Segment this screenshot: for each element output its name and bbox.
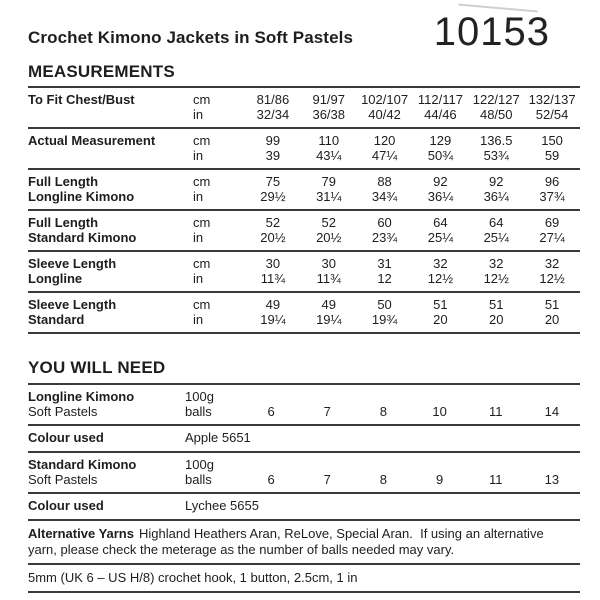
value-cm: 120 (373, 133, 396, 148)
unit-cm: cm (193, 133, 211, 148)
table-row (28, 170, 580, 211)
alternative-yarns-row (28, 521, 580, 565)
ball-count: 11 (488, 472, 503, 487)
value-in: 12½ (539, 271, 565, 286)
value-cm: 81/86 (256, 92, 290, 107)
unit-in: in (193, 312, 204, 327)
value-cell (412, 297, 468, 327)
unit-cell (193, 297, 245, 327)
value-in: 47¼ (371, 148, 398, 163)
value-cm: 132/137 (528, 92, 576, 107)
garment-name: Longline Kimono (28, 389, 135, 404)
page-title: Crochet Kimono Jackets in Soft Pastels (28, 28, 353, 47)
value-cm: 122/127 (472, 92, 520, 107)
row-label-line2: Longline Kimono (28, 189, 135, 204)
value-cm: 51 (544, 297, 560, 312)
row-label (28, 133, 193, 163)
value-cm: 110 (318, 133, 340, 148)
unit-in: in (193, 189, 204, 204)
value-in: 43¼ (316, 148, 342, 163)
ball-count: 10 (432, 404, 447, 419)
value-cell (357, 215, 413, 245)
value-cell (357, 256, 413, 286)
unit-cm: cm (193, 215, 211, 230)
value-in: 27¼ (539, 230, 565, 245)
colour-value: Lychee 5655 (185, 498, 259, 513)
value-in: 20 (544, 312, 560, 327)
value-in: 19¼ (316, 312, 342, 327)
value-in: 44/46 (424, 107, 457, 122)
ball-count: 8 (379, 472, 388, 487)
value-cell (301, 92, 357, 122)
value-cell (468, 215, 524, 245)
yarn-name: Soft Pastels (28, 404, 98, 419)
value-cell (468, 174, 524, 204)
value-cm: 49 (265, 297, 281, 312)
value-in: 53¾ (483, 148, 509, 163)
row-label-line2: Longline (28, 271, 83, 286)
ball-count: 6 (267, 404, 275, 419)
table-row (28, 211, 580, 252)
row-label-line1: Full Length (28, 215, 99, 230)
value-cell (524, 92, 580, 122)
value-cm: 32 (489, 256, 504, 271)
value-cell (412, 133, 468, 163)
row-label (28, 297, 193, 327)
value-in: 50¾ (427, 148, 454, 163)
value-cell (524, 297, 580, 327)
value-cm: 64 (489, 215, 504, 230)
table-row (28, 252, 580, 293)
value-in: 19¼ (260, 312, 286, 327)
value-cm: 92 (433, 174, 448, 189)
you-will-need-heading: YOU WILL NEED (28, 358, 580, 385)
ball-count: 11 (488, 404, 503, 419)
colour-value: Apple 5651 (185, 430, 251, 445)
value-cm: 112/117 (417, 92, 463, 107)
value-cell (301, 215, 357, 245)
value-cm: 50 (377, 297, 392, 312)
value-cell (524, 215, 580, 245)
unit-in: in (193, 148, 204, 163)
unit-cm: cm (193, 297, 211, 312)
colour-used-label: Colour used (28, 430, 104, 445)
unit-cell (193, 174, 245, 204)
unit-cell (193, 256, 245, 286)
value-cm: 92 (489, 174, 504, 189)
value-cell (412, 215, 468, 245)
unit-cm: cm (193, 256, 211, 271)
unit-in: in (193, 107, 204, 122)
colour-row (28, 494, 580, 521)
value-cell (245, 174, 301, 204)
value-in: 11¾ (316, 271, 341, 286)
value-cm: 102/107 (361, 92, 409, 107)
row-label-line2: Standard (28, 312, 85, 327)
yarn-row (28, 385, 580, 426)
hook-note-text: 5mm (UK 6 – US H/8) crochet hook, 1 button, 2.5cm, 1 in (28, 570, 358, 585)
row-label (28, 92, 193, 122)
value-cell (245, 215, 301, 245)
value-in: 25¼ (483, 230, 509, 245)
alternative-yarns-text: Highland Heathers Aran, ReLove, Special Aran. If using an alternative yarn, please check the meterage as the number of balls needed may vary. (28, 526, 548, 557)
hook-note-row (28, 565, 580, 593)
value-in: 29½ (260, 189, 286, 204)
page-header (28, 12, 580, 52)
colour-row (28, 426, 580, 453)
value-cell (245, 92, 301, 122)
value-in: 20½ (260, 230, 286, 245)
row-label (28, 174, 193, 204)
value-cm: 64 (433, 215, 448, 230)
row-label (28, 215, 193, 245)
value-cell (301, 174, 357, 204)
value-cell (412, 92, 468, 122)
row-label (28, 256, 193, 286)
measurements-table (28, 86, 580, 334)
value-cell (412, 174, 468, 204)
value-cm: 129 (429, 133, 452, 148)
yarn-name: Soft Pastels (28, 472, 98, 487)
value-cm: 52 (321, 215, 336, 230)
table-row (28, 293, 580, 334)
yarn-label (28, 389, 185, 419)
ball-size-label: 100g balls (185, 457, 214, 487)
value-cell (357, 92, 413, 122)
value-cm: 75 (265, 174, 281, 189)
unit-cell (193, 92, 245, 122)
value-cell (245, 297, 301, 327)
value-cell (468, 92, 524, 122)
value-cm: 91/97 (312, 92, 346, 107)
ball-count: 13 (544, 472, 560, 487)
row-label-line1: Sleeve Length (28, 297, 117, 312)
you-will-need-table (28, 385, 580, 593)
unit-in: in (193, 271, 204, 286)
value-in: 12½ (483, 271, 509, 286)
value-in: 12 (377, 271, 392, 286)
value-cm: 51 (433, 297, 448, 312)
value-in: 52/54 (535, 107, 569, 122)
value-cm: 30 (321, 256, 336, 271)
value-cm: 32 (544, 256, 560, 271)
value-cm: 32 (433, 256, 448, 271)
value-cell (524, 133, 580, 163)
value-cell (468, 133, 524, 163)
value-in: 32/34 (256, 107, 290, 122)
value-cm: 60 (377, 215, 392, 230)
measurements-heading: MEASUREMENTS (28, 62, 175, 81)
value-cell (412, 256, 468, 286)
value-cm: 30 (265, 256, 281, 271)
unit-in: in (193, 230, 204, 245)
garment-name: Standard Kimono (28, 457, 137, 472)
value-in: 31¼ (316, 189, 342, 204)
value-cell (524, 256, 580, 286)
value-cm: 88 (377, 174, 392, 189)
row-label-line1: Sleeve Length (28, 256, 117, 271)
row-label-line2: Standard Kimono (28, 230, 137, 245)
value-cm: 31 (377, 256, 392, 271)
value-in: 23¾ (371, 230, 398, 245)
value-cell (301, 297, 357, 327)
ball-count: 6 (267, 472, 275, 487)
value-in: 36¼ (427, 189, 454, 204)
value-cell (357, 133, 413, 163)
value-cm: 79 (321, 174, 336, 189)
ball-count: 14 (544, 404, 560, 419)
ball-count: 7 (323, 472, 331, 487)
pattern-number: 10153 (433, 10, 550, 54)
value-in: 48/50 (479, 107, 513, 122)
value-in: 12½ (427, 271, 454, 286)
unit-cm: cm (193, 174, 211, 189)
value-cm: 52 (265, 215, 281, 230)
value-cm: 49 (321, 297, 336, 312)
yarn-row (28, 453, 580, 494)
value-cell (301, 133, 357, 163)
unit-cm: cm (193, 92, 211, 107)
ball-count: 7 (323, 404, 331, 419)
value-cell (468, 256, 524, 286)
row-label-line1: Full Length (28, 174, 99, 189)
value-cell (245, 133, 301, 163)
value-in: 40/42 (368, 107, 401, 122)
value-cm: 51 (489, 297, 504, 312)
value-in: 59 (544, 148, 560, 163)
value-cm: 150 (541, 133, 563, 148)
value-cm: 136.5 (479, 133, 513, 148)
value-cell (468, 297, 524, 327)
value-cm: 96 (544, 174, 560, 189)
row-label-line1: To Fit Chest/Bust (28, 92, 135, 107)
value-cm: 99 (265, 133, 281, 148)
value-in: 36/38 (312, 107, 346, 122)
unit-cell (193, 215, 245, 245)
value-cell (301, 256, 357, 286)
value-cell (357, 297, 413, 327)
value-cell (524, 174, 580, 204)
table-row (28, 129, 580, 170)
row-label-line1: Actual Measurement (28, 133, 156, 148)
table-row (28, 88, 580, 129)
value-cm: 69 (544, 215, 560, 230)
value-in: 37¾ (539, 189, 565, 204)
value-in: 11¾ (260, 271, 286, 286)
value-cell (245, 256, 301, 286)
value-in: 36¼ (483, 189, 509, 204)
value-in: 19¾ (371, 312, 398, 327)
value-in: 20 (489, 312, 504, 327)
value-in: 20 (433, 312, 448, 327)
yarn-label (28, 457, 185, 487)
value-in: 25¼ (427, 230, 454, 245)
colour-used-label: Colour used (28, 498, 104, 513)
value-in: 20½ (316, 230, 342, 245)
ball-count: 9 (435, 472, 444, 487)
value-cell (357, 174, 413, 204)
ball-count: 8 (379, 404, 388, 419)
alternative-yarns-label: Alternative Yarns (28, 526, 134, 541)
value-in: 39 (265, 148, 281, 163)
ball-size-label: 100g balls (185, 389, 214, 419)
value-in: 34¾ (371, 189, 398, 204)
unit-cell (193, 133, 245, 163)
